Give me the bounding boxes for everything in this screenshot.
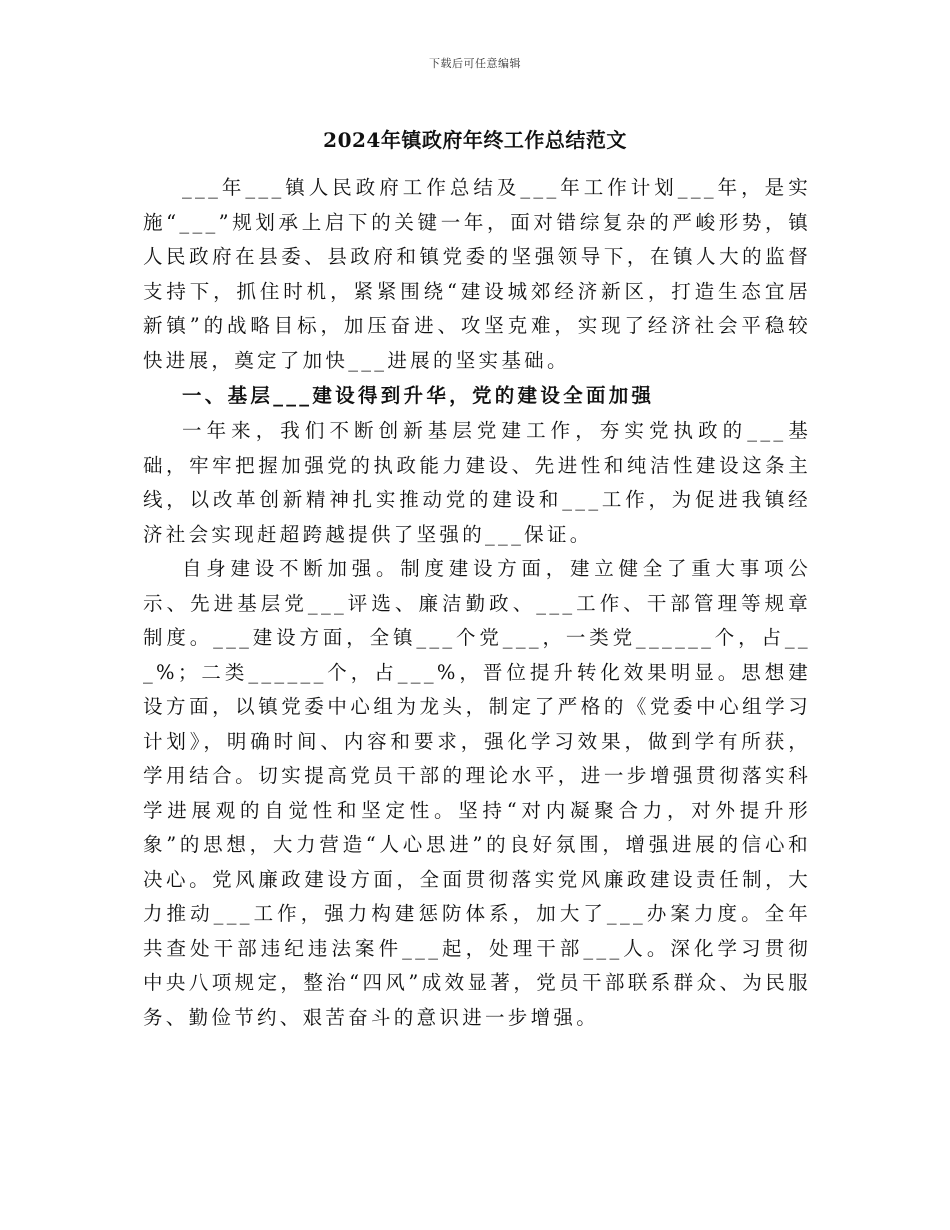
document-title: 2024年镇政府年终工作总结范文 — [323, 128, 627, 152]
document-body — [143, 171, 811, 1035]
intro-paragraph: ___年___镇人民政府工作总结及___年工作计划___年，是实施“___”规划承上启下的关键一年，面对错综复杂的严峻形势，镇人民政府在县委、县政府和镇党委的坚强领导下，在镇人大的监督支持下，抓住时机，紧紧围绕“建设城郊经济新区，打造生态宜居新镇”的战略目标，加压奋进、攻坚克难，实现了经济社会平稳较快进展，奠定了加快___进展的坚实基础。 — [143, 176, 811, 372]
section-heading: 一、基层___建设得到升华，党的建设全面加强 — [182, 384, 655, 407]
body-paragraph: 自身建设不断加强。制度建设方面，建立健全了重大事项公示、先进基层党___评选、廉洁勤政、___工作、干部管理等规章制度。___建设方面，全镇___个党___，一类党______个，占___%；二类______个，占___%，晋位提升转化效果明显。思想建设方面，以镇党委中心组为龙头，制定了严格的《党委中心组学习计划》，明确时间、内容和要求，强化学习效果，做到学有所获，学用结合。切实提高党员干部的理论水平，进一步增强贯彻落实科学进展观的自觉性和坚定性。坚持“对内凝聚合力，对外提升形象”的思想，大力营造“人心思进”的良好氛围，增强进展的信心和决心。党风廉政建设方面，全面贯彻落实党风廉政建设责任制，大力推动___工作，强力构建惩防体系，加大了___办案力度。全年共查处干部违纪违法案件___起，处理干部___人。深化学习贯彻中央八项规定，整治“四风”成效显著，党员干部联系群众、为民服务、勤俭节约、艰苦奋斗的意识进一步增强。 — [143, 557, 811, 1029]
body-paragraph: 一年来，我们不断创新基层党建工作，夯实党执政的___基础，牢牢把握加强党的执政能力建设、先进性和纯洁性建设这条主线，以改革创新精神扎实推动党的建设和___工作，为促进我镇经济社会实现赶超跨越提供了坚强的___保证。 — [143, 419, 811, 546]
header-note: 下载后可任意编辑 — [429, 57, 521, 70]
